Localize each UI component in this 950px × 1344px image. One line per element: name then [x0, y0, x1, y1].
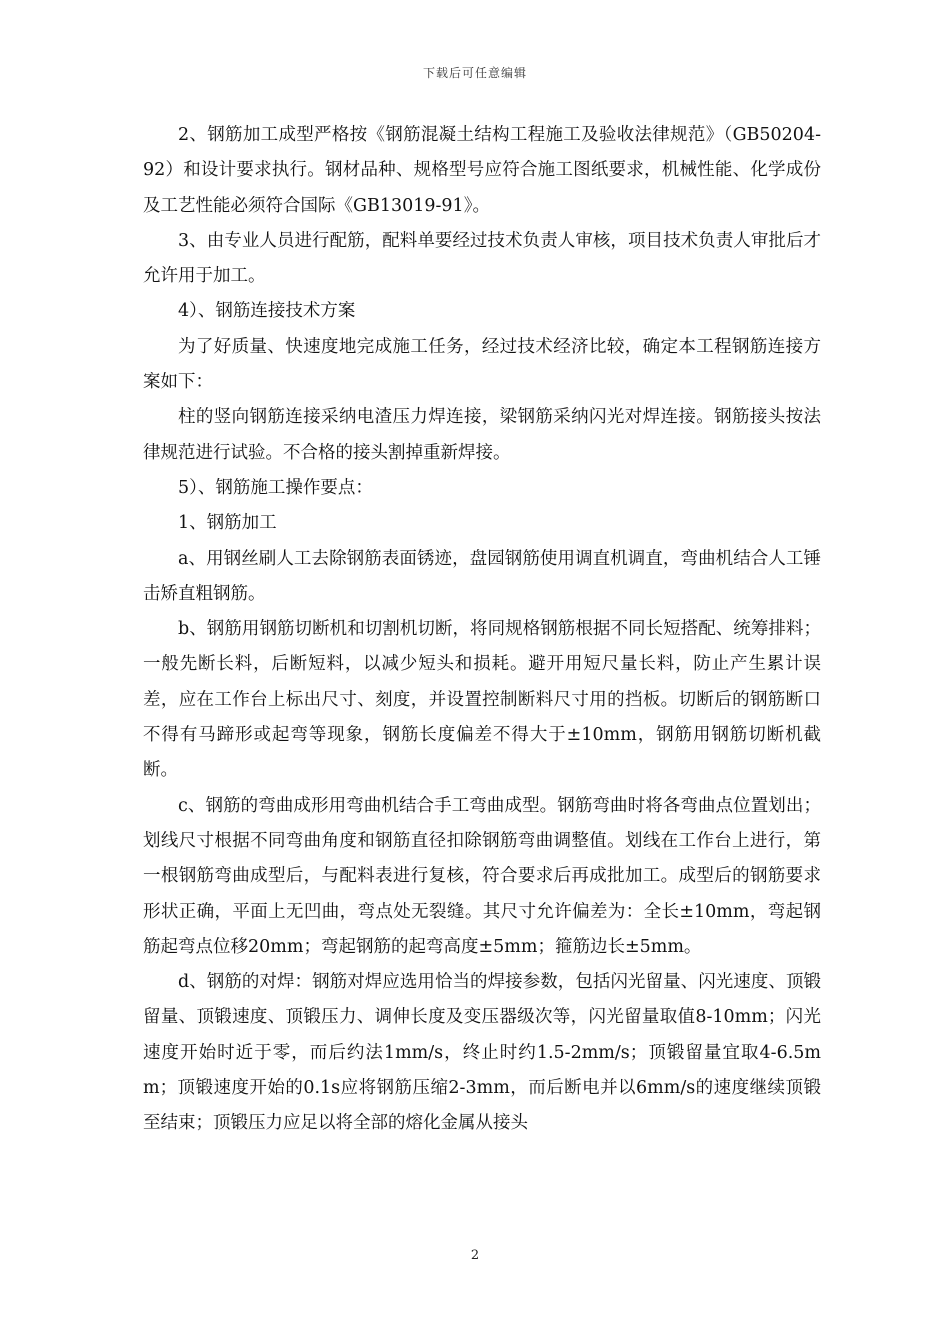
- paragraph-item-d-butt-welding: d、钢筋的对焊：钢筋对焊应选用恰当的焊接参数，包括闪光留量、闪光速度、顶锻留量、顶锻速度、顶锻压力、调伸长度及变压器级次等，闪光留量取值8-10mm；闪光速度开始时近于零，而后约法1mm/s，终止时约1.5-2mm/s；顶锻留量宜取4-6.5mm；顶锻速度开始的0.1s应将钢筋压缩2-3mm，而后断电并以6mm/s的速度继续顶锻至结束；顶锻压力应足以将全部的熔化金属从接头: [143, 972, 821, 1134]
- document-body: [143, 118, 821, 1142]
- heading-rebar-processing: 1、钢筋加工: [178, 513, 277, 534]
- page-header: 下载后可任意编辑: [422, 66, 527, 80]
- heading-rebar-connection-plan: 4）、钢筋连接技术方案: [178, 301, 356, 322]
- paragraph-item-b-cutting: b、钢筋用钢筋切断机和切割机切断，将同规格钢筋根据不同长短搭配、统筹排料；一般先断长料，后断短料，以减少短头和损耗。避开用短尺量长料，防止产生累计误差，应在工作台上标出尺寸、刻度，并设置控制断料尺寸用的挡板。切断后的钢筋断口不得有马蹄形或起弯等现象，钢筋长度偏差不得大于±10mm，钢筋用钢筋切断机截断。: [143, 619, 821, 781]
- paragraph-connection-methods: 柱的竖向钢筋连接采纳电渣压力焊连接，梁钢筋采纳闪光对焊连接。钢筋接头按法律规范进行试验。不合格的接头割掉重新焊接。: [143, 407, 821, 463]
- paragraph-rebar-forming-standard: 2、钢筋加工成型严格按《钢筋混凝土结构工程施工及验收法律规范》（GB50204-92）和设计要求执行。钢材品种、规格型号应符合施工图纸要求，机械性能、化学成份及工艺性能必须符合国际《GB13019-91》。: [143, 125, 821, 216]
- paragraph-rebar-allocation-review: 3、由专业人员进行配筋，配料单要经过技术负责人审核，项目技术负责人审批后才允许用于加工。: [143, 230, 821, 287]
- paragraph-item-a-rust-removal: a、用钢丝刷人工去除钢筋表面锈迹，盘园钢筋使用调直机调直，弯曲机结合人工锤击矫直粗钢筋。: [143, 548, 821, 604]
- page-number: 2: [470, 1248, 480, 1263]
- paragraph-connection-intro: 为了好质量、快速度地完成施工任务，经过技术经济比较，确定本工程钢筋连接方案如下：: [143, 336, 821, 393]
- paragraph-item-c-bending: c、钢筋的弯曲成形用弯曲机结合手工弯曲成型。钢筋弯曲时将各弯曲点位置划出；划线尺寸根据不同弯曲角度和钢筋直径扣除钢筋弯曲调整值。划线在工作台上进行，第一根钢筋弯曲成型后，与配料表进行复核，符合要求后再成批加工。成型后的钢筋要求形状正确，平面上无凹曲，弯点处无裂缝。其尺寸允许偏差为：全长±10mm，弯起钢筋起弯点位移20mm；弯起钢筋的起弯高度±5mm；箍筋边长±5mm。: [143, 795, 821, 957]
- heading-construction-key-points: 5）、钢筋施工操作要点：: [178, 477, 373, 498]
